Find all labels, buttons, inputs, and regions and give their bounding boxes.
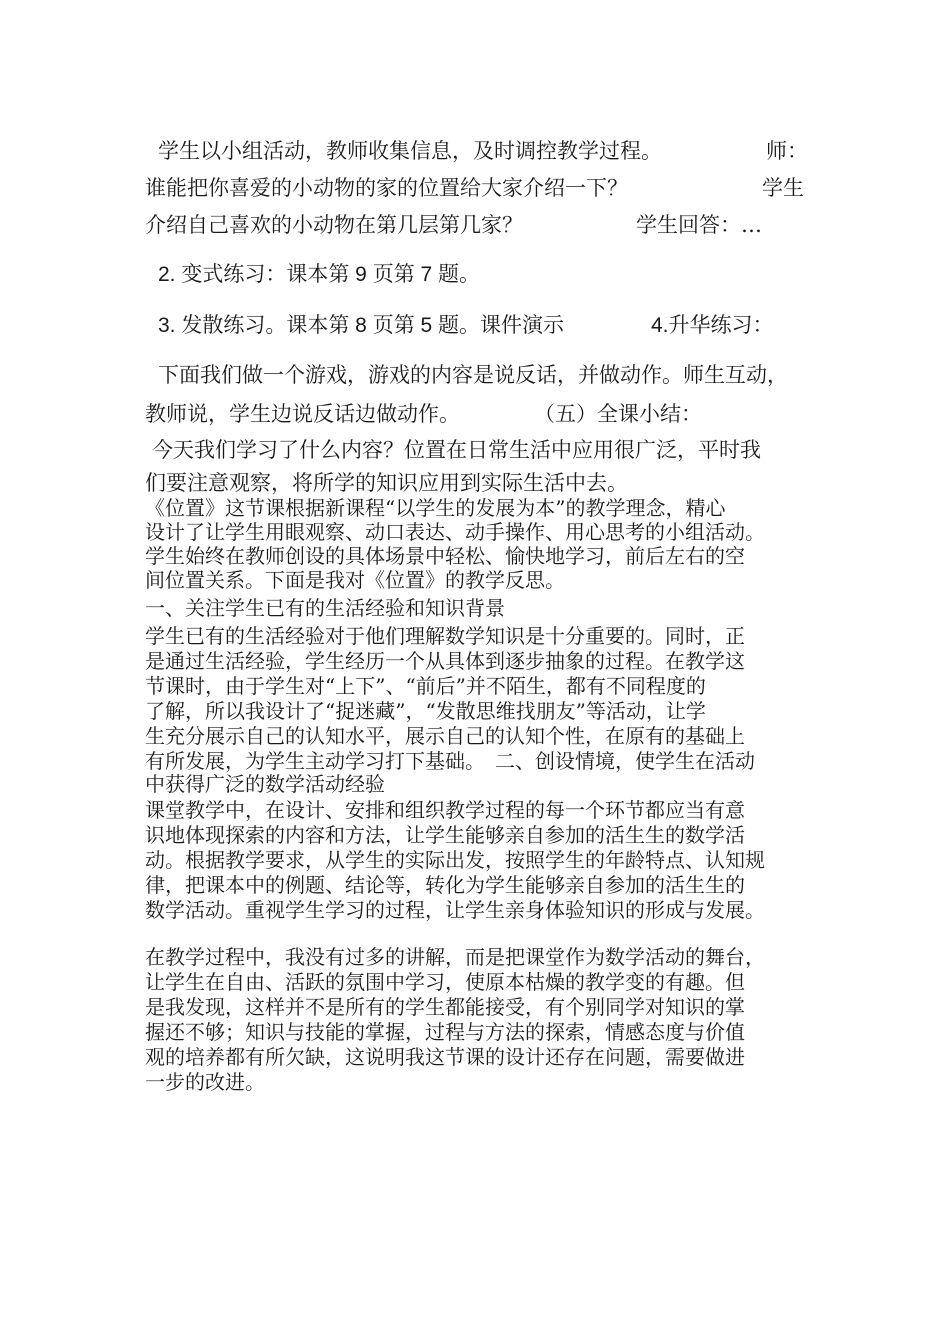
text-segment: 识地体现探索的内容和方法，让学生能够亲自参加的活生生的数学活 <box>145 823 745 847</box>
text-line <box>145 824 745 847</box>
text-segment: 观的培养都有所欠缺，这说明我这节课的设计还存在问题，需要做进 <box>145 1045 745 1069</box>
text-segment: 了解，所以我设计了“捉迷藏”，“发散思维找朋友”等活动，让学 <box>145 699 706 723</box>
section-heading <box>145 597 505 620</box>
text-segment: 一步的改进。 <box>145 1070 265 1094</box>
text-segment: 学生回答：… <box>636 213 762 237</box>
text-line <box>145 625 745 648</box>
text-segment: 让学生在自由、活跃的氛围中学习，使原本枯燥的教学变的有趣。但 <box>145 970 745 994</box>
text-line <box>145 675 706 698</box>
text-segment: 今天我们学习了什么内容？位置在日常生活中应用很广泛，平时我 <box>152 438 761 462</box>
text-line <box>145 700 706 723</box>
text-segment: 2. 变式练习：课本第 9 页第 7 题。 <box>158 263 481 286</box>
text-line <box>145 212 523 238</box>
text-segment: 动。根据教学要求，从学生的实际出发，按照学生的年龄特点、认知规 <box>145 848 765 872</box>
text-segment: 一、关注学生已有的生活经验和知识背景 <box>145 596 505 620</box>
text-segment: 数学活动。重视学生学习的过程，让学生亲身体验知识的形成与发展。 <box>145 898 765 922</box>
text-line <box>651 313 774 339</box>
text-segment: （五）全课小结： <box>534 402 702 426</box>
text-line <box>145 521 765 544</box>
text-line <box>145 946 765 969</box>
text-line <box>158 362 788 388</box>
text-line <box>636 212 762 238</box>
text-line <box>145 799 745 822</box>
text-line <box>158 262 480 288</box>
text-segment: 学生 <box>762 176 804 200</box>
text-segment: 是我发现，这样并不是所有的学生都能接受，有个别同学对知识的掌 <box>145 995 745 1019</box>
text-segment: 律，把课本中的例题、结论等，转化为学生能够亲自参加的活生生的 <box>145 873 745 897</box>
text-line <box>152 437 761 463</box>
text-segment: 学生始终在教师创设的具体场景中轻松、愉快地学习，前后左右的空 <box>145 544 745 568</box>
text-line <box>158 138 662 164</box>
text-line <box>145 996 745 1019</box>
text-line <box>145 569 565 592</box>
text-segment: 设计了让学生用眼观察、动口表达、动手操作、用心思考的小组活动。 <box>145 520 765 544</box>
text-line <box>145 470 628 496</box>
text-segment: 4.升华练习： <box>651 314 774 337</box>
text-line <box>145 1021 745 1044</box>
text-segment: 们要注意观察，将所学的知识应用到实际生活中去。 <box>145 471 628 495</box>
text-segment: 《位置》这节课根据新课程“以学生的发展为本”的教学理念，精心 <box>145 496 726 520</box>
text-segment: 是通过生活经验，学生经历一个从具体到逐步抽象的过程。在教学这 <box>145 649 745 673</box>
text-segment: 有所发展，为学生主动学习打下基础。 二、创设情境，使学生在活动 <box>145 749 755 773</box>
text-segment: 师： <box>766 139 808 163</box>
text-segment: 下面我们做一个游戏，游戏的内容是说反话，并做动作。师生互动， <box>158 363 788 387</box>
text-line <box>145 773 385 796</box>
text-segment: 介绍自己喜欢的小动物在第几层第几家？ <box>145 213 523 237</box>
text-line <box>145 874 745 897</box>
text-segment: 在教学过程中，我没有过多的讲解，而是把课堂作为数学活动的舞台， <box>145 945 765 969</box>
text-segment: 教师说，学生边说反话边做动作。 <box>145 402 460 426</box>
text-segment: 生充分展示自己的认知水平，展示自己的认知个性，在原有的基础上 <box>145 724 745 748</box>
text-line <box>145 175 628 201</box>
text-line <box>158 313 564 339</box>
text-line <box>534 401 702 427</box>
text-line <box>145 750 755 773</box>
text-line <box>145 650 745 673</box>
text-segment: 中获得广泛的数学活动经验 <box>145 772 385 796</box>
text-line <box>145 725 745 748</box>
text-segment: 谁能把你喜爱的小动物的家的位置给大家介绍一下？ <box>145 176 628 200</box>
text-line <box>145 849 765 872</box>
text-segment: 节课时，由于学生对“上下”、“前后”并不陌生，都有不同程度的 <box>145 674 706 698</box>
text-segment: 握还不够；知识与技能的掌握，过程与方法的探索，情感态度与价值 <box>145 1020 745 1044</box>
text-segment: 学生已有的生活经验对于他们理解数学知识是十分重要的。同时，正 <box>145 624 745 648</box>
text-line <box>762 175 804 201</box>
text-line <box>145 497 725 520</box>
text-segment: 3. 发散练习。课本第 8 页第 5 题。课件演示 <box>158 314 565 337</box>
text-segment: 课堂教学中，在设计、安排和组织教学过程的每一个环节都应当有意 <box>145 798 745 822</box>
text-segment: 学生以小组活动，教师收集信息，及时调控教学过程。 <box>158 139 662 163</box>
text-line <box>145 899 765 922</box>
text-line <box>766 138 808 164</box>
text-line <box>145 545 745 568</box>
text-segment: 间位置关系。下面是我对《位置》的教学反思。 <box>145 568 565 592</box>
text-line <box>145 401 460 427</box>
text-line <box>145 1071 265 1094</box>
text-line <box>145 971 745 994</box>
text-line <box>145 1046 745 1069</box>
